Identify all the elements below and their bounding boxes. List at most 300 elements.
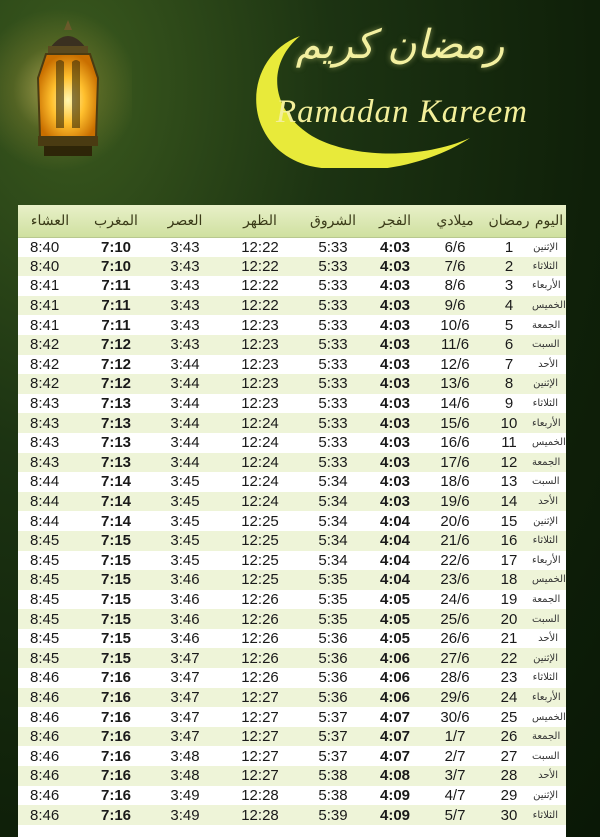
dhuhr-cell: 12:27 xyxy=(241,767,279,785)
asr-cell: 3:43 xyxy=(170,297,200,315)
dhuhr-cell: 12:23 xyxy=(241,336,279,354)
column-header: الشروق xyxy=(300,205,366,237)
dhuhr-cell: 12:27 xyxy=(241,728,279,746)
maghrib-cell: 7:15 xyxy=(100,532,132,550)
table-row xyxy=(18,727,566,747)
maghrib-cell: 7:15 xyxy=(100,571,132,589)
weekday-cell: السبت xyxy=(532,339,560,351)
fajr-cell: 4:03 xyxy=(379,355,411,373)
column-header: اليوم xyxy=(532,205,566,237)
maghrib-cell: 7:15 xyxy=(100,551,132,569)
gregorian-date-cell: 27/6 xyxy=(440,649,470,667)
fajr-cell: 4:03 xyxy=(379,453,411,471)
asr-cell: 3:46 xyxy=(170,630,200,648)
dhuhr-cell: 12:22 xyxy=(241,277,279,295)
gregorian-date-cell: 1/7 xyxy=(444,728,466,746)
maghrib-cell: 7:12 xyxy=(100,355,132,373)
dhuhr-cell: 12:25 xyxy=(241,571,279,589)
fajr-cell: 4:03 xyxy=(379,277,411,295)
lantern-icon xyxy=(28,18,108,168)
sunrise-cell: 5:33 xyxy=(318,395,348,413)
fajr-cell: 4:04 xyxy=(379,532,411,550)
ramadan-day-cell: 1 xyxy=(504,238,514,256)
asr-cell: 3:47 xyxy=(170,669,200,687)
weekday-cell: الإثنين xyxy=(533,652,558,664)
sunrise-cell: 5:33 xyxy=(318,336,348,354)
ramadan-day-cell: 25 xyxy=(500,708,518,726)
isha-cell: 8:45 xyxy=(30,610,60,628)
table-row xyxy=(18,668,566,688)
isha-cell: 8:45 xyxy=(30,590,60,608)
asr-cell: 3:45 xyxy=(170,532,200,550)
gregorian-date-cell: 20/6 xyxy=(440,512,470,530)
asr-cell: 3:49 xyxy=(170,786,200,804)
weekday-cell: السبت xyxy=(532,750,560,762)
sunrise-cell: 5:33 xyxy=(318,257,348,275)
asr-cell: 3:43 xyxy=(170,316,200,334)
isha-cell: 8:46 xyxy=(30,767,60,785)
fajr-cell: 4:03 xyxy=(379,297,411,315)
sunrise-cell: 5:36 xyxy=(318,688,348,706)
fajr-cell: 4:04 xyxy=(379,551,411,569)
asr-cell: 3:49 xyxy=(170,806,200,824)
table-row xyxy=(18,433,566,453)
asr-cell: 3:47 xyxy=(170,649,200,667)
isha-cell: 8:40 xyxy=(30,257,60,275)
ramadan-day-cell: 23 xyxy=(500,669,518,687)
asr-cell: 3:43 xyxy=(170,257,200,275)
dhuhr-cell: 12:24 xyxy=(241,434,279,452)
asr-cell: 3:43 xyxy=(170,277,200,295)
fajr-cell: 4:09 xyxy=(379,806,411,824)
isha-cell: 8:46 xyxy=(30,747,60,765)
ramadan-day-cell: 16 xyxy=(500,532,518,550)
gregorian-date-cell: 22/6 xyxy=(440,551,470,569)
table-row xyxy=(18,413,566,433)
isha-cell: 8:42 xyxy=(30,375,60,393)
maghrib-cell: 7:10 xyxy=(100,238,132,256)
gregorian-date-cell: 14/6 xyxy=(440,395,470,413)
weekday-cell: الأربعاء xyxy=(532,691,561,703)
dhuhr-cell: 12:28 xyxy=(241,806,279,824)
ramadan-day-cell: 19 xyxy=(500,590,518,608)
ramadan-day-cell: 18 xyxy=(500,571,518,589)
table-row xyxy=(18,629,566,649)
sunrise-cell: 5:33 xyxy=(318,355,348,373)
maghrib-cell: 7:16 xyxy=(100,806,132,824)
asr-cell: 3:44 xyxy=(170,375,200,393)
asr-cell: 3:44 xyxy=(170,395,200,413)
ramadan-day-cell: 5 xyxy=(504,316,514,334)
isha-cell: 8:42 xyxy=(30,336,60,354)
asr-cell: 3:44 xyxy=(170,434,200,452)
weekday-cell: الأربعاء xyxy=(532,417,561,429)
maghrib-cell: 7:10 xyxy=(100,257,132,275)
maghrib-cell: 7:14 xyxy=(100,512,132,530)
gregorian-date-cell: 10/6 xyxy=(440,316,470,334)
isha-cell: 8:45 xyxy=(30,551,60,569)
column-header: الظهر xyxy=(220,205,300,237)
dhuhr-cell: 12:27 xyxy=(241,747,279,765)
sunrise-cell: 5:35 xyxy=(318,610,348,628)
fajr-cell: 4:07 xyxy=(379,708,411,726)
asr-cell: 3:43 xyxy=(170,336,200,354)
ramadan-day-cell: 8 xyxy=(504,375,514,393)
sunrise-cell: 5:33 xyxy=(318,453,348,471)
asr-cell: 3:47 xyxy=(170,688,200,706)
maghrib-cell: 7:16 xyxy=(100,728,132,746)
weekday-cell: الأحد xyxy=(538,633,558,645)
isha-cell: 8:45 xyxy=(30,649,60,667)
table-row xyxy=(18,453,566,473)
asr-cell: 3:47 xyxy=(170,708,200,726)
gregorian-date-cell: 12/6 xyxy=(440,355,470,373)
fajr-cell: 4:03 xyxy=(379,395,411,413)
table-row xyxy=(18,394,566,414)
isha-cell: 8:45 xyxy=(30,571,60,589)
ramadan-day-cell: 26 xyxy=(500,728,518,746)
weekday-cell: الثلاثاء xyxy=(532,260,558,272)
table-row xyxy=(18,590,566,610)
weekday-cell: الجمعة xyxy=(532,731,561,743)
ramadan-day-cell: 28 xyxy=(500,767,518,785)
table-row xyxy=(18,805,566,825)
dhuhr-cell: 12:27 xyxy=(241,708,279,726)
sunrise-cell: 5:34 xyxy=(318,512,348,530)
maghrib-cell: 7:15 xyxy=(100,630,132,648)
dhuhr-cell: 12:24 xyxy=(241,473,279,491)
isha-cell: 8:45 xyxy=(30,630,60,648)
table-row xyxy=(18,315,566,335)
column-header: الفجر xyxy=(366,205,424,237)
maghrib-cell: 7:13 xyxy=(100,453,132,471)
table-row xyxy=(18,531,566,551)
gregorian-date-cell: 26/6 xyxy=(440,630,470,648)
table-row xyxy=(18,296,566,316)
dhuhr-cell: 12:26 xyxy=(241,630,279,648)
table-row xyxy=(18,688,566,708)
sunrise-cell: 5:34 xyxy=(318,493,348,511)
ramadan-day-cell: 15 xyxy=(500,512,518,530)
fajr-cell: 4:05 xyxy=(379,610,411,628)
weekday-cell: الثلاثاء xyxy=(532,535,558,547)
weekday-cell: الجمعة xyxy=(532,456,561,468)
fajr-cell: 4:03 xyxy=(379,257,411,275)
table-row xyxy=(18,472,566,492)
maghrib-cell: 7:15 xyxy=(100,649,132,667)
fajr-cell: 4:09 xyxy=(379,786,411,804)
isha-cell: 8:42 xyxy=(30,355,60,373)
dhuhr-cell: 12:23 xyxy=(241,395,279,413)
table-row xyxy=(18,746,566,766)
asr-cell: 3:45 xyxy=(170,473,200,491)
sunrise-cell: 5:36 xyxy=(318,669,348,687)
weekday-cell: الخميس xyxy=(532,574,566,586)
fajr-cell: 4:06 xyxy=(379,669,411,687)
column-header: المغرب xyxy=(82,205,150,237)
dhuhr-cell: 12:22 xyxy=(241,238,279,256)
dhuhr-cell: 12:26 xyxy=(241,610,279,628)
fajr-cell: 4:04 xyxy=(379,571,411,589)
asr-cell: 3:44 xyxy=(170,453,200,471)
maghrib-cell: 7:13 xyxy=(100,434,132,452)
ramadan-day-cell: 13 xyxy=(500,473,518,491)
asr-cell: 3:48 xyxy=(170,747,200,765)
column-header: رمضان xyxy=(486,205,532,237)
dhuhr-cell: 12:25 xyxy=(241,551,279,569)
asr-cell: 3:46 xyxy=(170,610,200,628)
table-header-row xyxy=(18,205,566,237)
fajr-cell: 4:04 xyxy=(379,512,411,530)
gregorian-date-cell: 8/6 xyxy=(444,277,466,295)
fajr-cell: 4:03 xyxy=(379,316,411,334)
fajr-cell: 4:06 xyxy=(379,688,411,706)
fajr-cell: 4:03 xyxy=(379,375,411,393)
latin-title: Ramadan Kareem xyxy=(276,94,528,130)
sunrise-cell: 5:36 xyxy=(318,630,348,648)
gregorian-date-cell: 15/6 xyxy=(440,414,470,432)
sunrise-cell: 5:37 xyxy=(318,708,348,726)
isha-cell: 8:41 xyxy=(30,297,60,315)
table-row xyxy=(18,570,566,590)
gregorian-date-cell: 3/7 xyxy=(444,767,466,785)
asr-cell: 3:46 xyxy=(170,590,200,608)
sunrise-cell: 5:34 xyxy=(318,532,348,550)
sunrise-cell: 5:33 xyxy=(318,414,348,432)
gregorian-date-cell: 13/6 xyxy=(440,375,470,393)
dhuhr-cell: 12:26 xyxy=(241,590,279,608)
ramadan-day-cell: 14 xyxy=(500,493,518,511)
sunrise-cell: 5:38 xyxy=(318,786,348,804)
fajr-cell: 4:03 xyxy=(379,434,411,452)
weekday-cell: الثلاثاء xyxy=(532,672,558,684)
weekday-cell: الإثنين xyxy=(533,241,558,253)
dhuhr-cell: 12:26 xyxy=(241,669,279,687)
fajr-cell: 4:03 xyxy=(379,473,411,491)
sunrise-cell: 5:34 xyxy=(318,551,348,569)
dhuhr-cell: 12:22 xyxy=(241,257,279,275)
isha-cell: 8:43 xyxy=(30,453,60,471)
isha-cell: 8:46 xyxy=(30,786,60,804)
maghrib-cell: 7:16 xyxy=(100,708,132,726)
dhuhr-cell: 12:24 xyxy=(241,493,279,511)
isha-cell: 8:43 xyxy=(30,414,60,432)
sunrise-cell: 5:33 xyxy=(318,238,348,256)
ramadan-day-cell: 10 xyxy=(500,414,518,432)
isha-cell: 8:41 xyxy=(30,316,60,334)
sunrise-cell: 5:38 xyxy=(318,767,348,785)
gregorian-date-cell: 28/6 xyxy=(440,669,470,687)
weekday-cell: السبت xyxy=(532,613,560,625)
dhuhr-cell: 12:23 xyxy=(241,375,279,393)
sunrise-cell: 5:35 xyxy=(318,571,348,589)
column-header: العشاء xyxy=(18,205,82,237)
asr-cell: 3:44 xyxy=(170,355,200,373)
asr-cell: 3:45 xyxy=(170,493,200,511)
fajr-cell: 4:03 xyxy=(379,336,411,354)
sunrise-cell: 5:36 xyxy=(318,649,348,667)
dhuhr-cell: 12:28 xyxy=(241,786,279,804)
weekday-cell: الأحد xyxy=(538,770,558,782)
gregorian-date-cell: 9/6 xyxy=(444,297,466,315)
maghrib-cell: 7:15 xyxy=(100,590,132,608)
weekday-cell: السبت xyxy=(532,476,560,488)
ramadan-day-cell: 22 xyxy=(500,649,518,667)
table-row xyxy=(18,551,566,571)
dhuhr-cell: 12:25 xyxy=(241,512,279,530)
sunrise-cell: 5:35 xyxy=(318,590,348,608)
gregorian-date-cell: 25/6 xyxy=(440,610,470,628)
sunrise-cell: 5:37 xyxy=(318,728,348,746)
sunrise-cell: 5:39 xyxy=(318,806,348,824)
weekday-cell: الأربعاء xyxy=(532,280,561,292)
ramadan-day-cell: 17 xyxy=(500,551,518,569)
ramadan-day-cell: 21 xyxy=(500,630,518,648)
ramadan-day-cell: 4 xyxy=(504,297,514,315)
column-header: ميلادي xyxy=(424,205,486,237)
dhuhr-cell: 12:22 xyxy=(241,297,279,315)
ramadan-day-cell: 29 xyxy=(500,786,518,804)
maghrib-cell: 7:14 xyxy=(100,493,132,511)
table-row xyxy=(18,276,566,296)
table-row xyxy=(18,257,566,277)
gregorian-date-cell: 18/6 xyxy=(440,473,470,491)
asr-cell: 3:47 xyxy=(170,728,200,746)
weekday-cell: الإثنين xyxy=(533,789,558,801)
sunrise-cell: 5:33 xyxy=(318,375,348,393)
dhuhr-cell: 12:24 xyxy=(241,453,279,471)
weekday-cell: الجمعة xyxy=(532,319,561,331)
isha-cell: 8:44 xyxy=(30,473,60,491)
weekday-cell: الخميس xyxy=(532,711,566,723)
gregorian-date-cell: 23/6 xyxy=(440,571,470,589)
isha-cell: 8:44 xyxy=(30,512,60,530)
isha-cell: 8:43 xyxy=(30,395,60,413)
isha-cell: 8:46 xyxy=(30,708,60,726)
ramadan-day-cell: 9 xyxy=(504,395,514,413)
dhuhr-cell: 12:27 xyxy=(241,688,279,706)
maghrib-cell: 7:12 xyxy=(100,336,132,354)
prayer-times-table xyxy=(18,205,566,837)
ramadan-day-cell: 30 xyxy=(500,806,518,824)
sunrise-cell: 5:33 xyxy=(318,434,348,452)
dhuhr-cell: 12:25 xyxy=(241,532,279,550)
maghrib-cell: 7:16 xyxy=(100,786,132,804)
fajr-cell: 4:05 xyxy=(379,590,411,608)
table-row xyxy=(18,786,566,806)
asr-cell: 3:45 xyxy=(170,551,200,569)
gregorian-date-cell: 16/6 xyxy=(440,434,470,452)
ramadan-day-cell: 12 xyxy=(500,453,518,471)
gregorian-date-cell: 24/6 xyxy=(440,590,470,608)
gregorian-date-cell: 21/6 xyxy=(440,532,470,550)
isha-cell: 8:46 xyxy=(30,728,60,746)
asr-cell: 3:48 xyxy=(170,767,200,785)
isha-cell: 8:46 xyxy=(30,669,60,687)
arabic-title: رمضان كريم xyxy=(295,22,505,68)
sunrise-cell: 5:34 xyxy=(318,473,348,491)
gregorian-date-cell: 17/6 xyxy=(440,453,470,471)
gregorian-date-cell: 4/7 xyxy=(444,786,466,804)
gregorian-date-cell: 6/6 xyxy=(444,238,466,256)
gregorian-date-cell: 30/6 xyxy=(440,708,470,726)
ramadan-day-cell: 6 xyxy=(504,336,514,354)
dhuhr-cell: 12:24 xyxy=(241,414,279,432)
maghrib-cell: 7:16 xyxy=(100,747,132,765)
maghrib-cell: 7:15 xyxy=(100,610,132,628)
table-row xyxy=(18,648,566,668)
isha-cell: 8:41 xyxy=(30,277,60,295)
gregorian-date-cell: 7/6 xyxy=(444,257,466,275)
weekday-cell: الثلاثاء xyxy=(532,809,558,821)
maghrib-cell: 7:13 xyxy=(100,414,132,432)
isha-cell: 8:46 xyxy=(30,688,60,706)
maghrib-cell: 7:16 xyxy=(100,767,132,785)
gregorian-date-cell: 5/7 xyxy=(444,806,466,824)
sunrise-cell: 5:33 xyxy=(318,316,348,334)
weekday-cell: الإثنين xyxy=(533,515,558,527)
weekday-cell: الثلاثاء xyxy=(532,398,558,410)
ramadan-day-cell: 11 xyxy=(501,434,517,452)
dhuhr-cell: 12:26 xyxy=(241,649,279,667)
weekday-cell: الخميس xyxy=(532,300,566,312)
sunrise-cell: 5:37 xyxy=(318,747,348,765)
ramadan-day-cell: 20 xyxy=(500,610,518,628)
weekday-cell: الأحد xyxy=(538,496,558,508)
isha-cell: 8:46 xyxy=(30,806,60,824)
asr-cell: 3:44 xyxy=(170,414,200,432)
gregorian-date-cell: 2/7 xyxy=(444,747,466,765)
maghrib-cell: 7:11 xyxy=(101,297,131,315)
maghrib-cell: 7:13 xyxy=(100,395,132,413)
weekday-cell: الخميس xyxy=(532,437,566,449)
maghrib-cell: 7:12 xyxy=(100,375,132,393)
table-row xyxy=(18,355,566,375)
dhuhr-cell: 12:23 xyxy=(241,355,279,373)
ramadan-day-cell: 3 xyxy=(504,277,514,295)
gregorian-date-cell: 29/6 xyxy=(440,688,470,706)
asr-cell: 3:43 xyxy=(170,238,200,256)
weekday-cell: الإثنين xyxy=(533,378,558,390)
ramadan-day-cell: 7 xyxy=(504,355,514,373)
asr-cell: 3:46 xyxy=(170,571,200,589)
maghrib-cell: 7:16 xyxy=(100,669,132,687)
fajr-cell: 4:07 xyxy=(379,747,411,765)
ramadan-day-cell: 2 xyxy=(504,257,514,275)
header-banner xyxy=(0,0,600,205)
asr-cell: 3:45 xyxy=(170,512,200,530)
table-row xyxy=(18,492,566,512)
gregorian-date-cell: 11/6 xyxy=(440,336,470,354)
fajr-cell: 4:07 xyxy=(379,728,411,746)
maghrib-cell: 7:14 xyxy=(100,473,132,491)
fajr-cell: 4:06 xyxy=(379,649,411,667)
ramadan-day-cell: 24 xyxy=(500,688,518,706)
fajr-cell: 4:03 xyxy=(379,238,411,256)
sunrise-cell: 5:33 xyxy=(318,277,348,295)
weekday-cell: الجمعة xyxy=(532,593,561,605)
table-row xyxy=(18,335,566,355)
isha-cell: 8:43 xyxy=(30,434,60,452)
isha-cell: 8:45 xyxy=(30,532,60,550)
fajr-cell: 4:03 xyxy=(379,493,411,511)
table-row xyxy=(18,707,566,727)
table-row xyxy=(18,766,566,786)
sunrise-cell: 5:33 xyxy=(318,297,348,315)
weekday-cell: الأربعاء xyxy=(532,554,561,566)
maghrib-cell: 7:11 xyxy=(101,316,131,334)
table-row xyxy=(18,374,566,394)
